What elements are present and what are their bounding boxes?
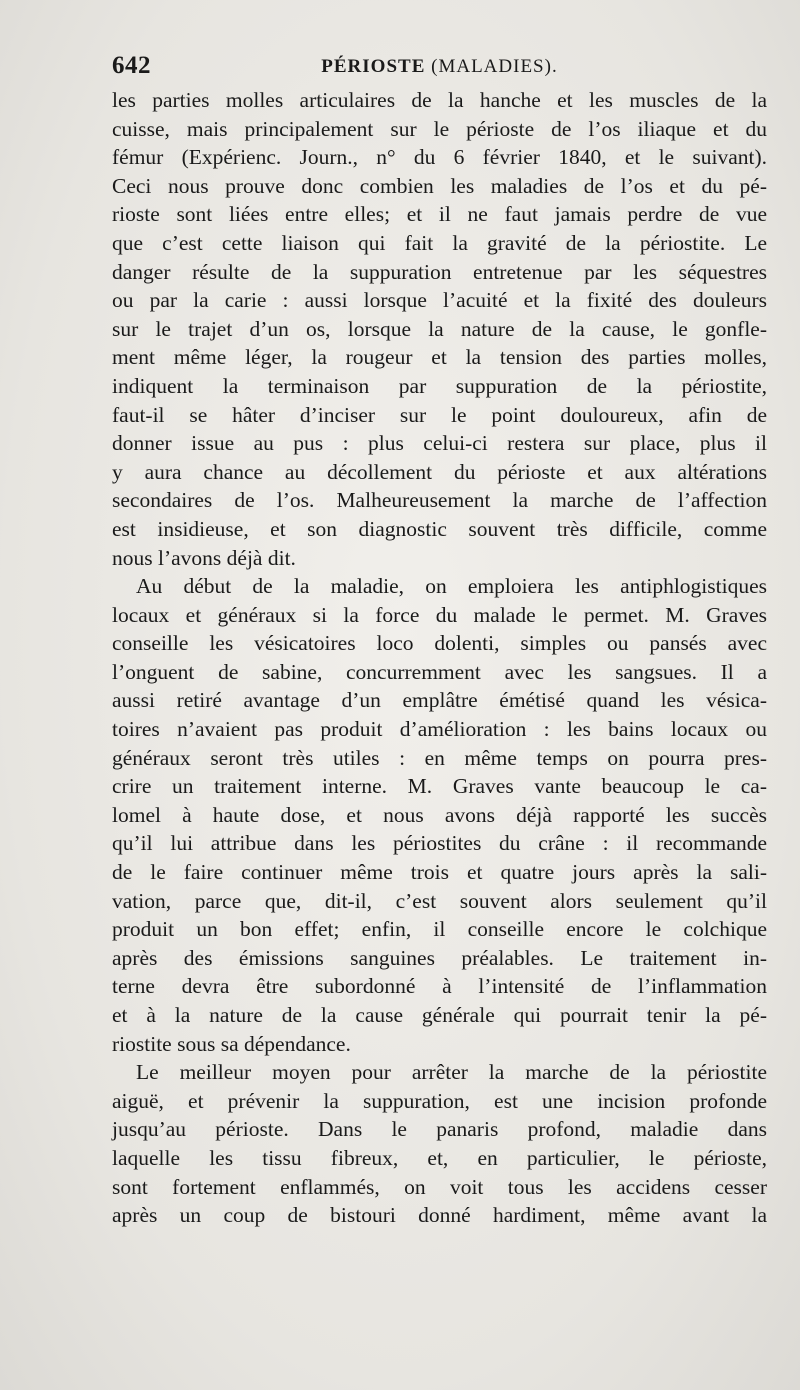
text-line: après des émissions sanguines préalables. Le traitement in- (112, 945, 767, 970)
body-text (112, 86, 767, 1230)
text-line: crire un traitement interne. M. Graves vante beaucoup le ca- (112, 774, 767, 799)
text-line: riostite sous sa dépendance. (112, 1031, 351, 1056)
text-line: toires n’avaient pas produit d’amélioration : les bains locaux ou (112, 717, 767, 742)
text-line: rioste sont liées entre elles; et il ne faut jamais perdre de vue (112, 202, 767, 227)
text-line: et à la nature de la cause générale qui pourrait tenir la pé- (112, 1003, 767, 1027)
text-line: cuisse, mais principalement sur le périoste de l’os iliaque et du (112, 116, 767, 141)
text-line: que c’est cette liaison qui fait la gravité de la périostite. Le (112, 230, 767, 255)
text-line: locaux et généraux si la force du malade le permet. M. Graves (112, 602, 767, 627)
text-line: conseille les vésicatoires loco dolenti, simples ou pansés avec (112, 631, 767, 656)
text-line: y aura chance au décollement du périoste et aux altérations (112, 459, 767, 484)
text-line: les parties molles articulaires de la hanche et les muscles de la (112, 88, 767, 112)
text-line: laquelle les tissu fibreux, et, en particulier, le périoste, (112, 1145, 767, 1170)
text-line: produit un bon effet; enfin, il conseille encore le colchique (112, 917, 767, 942)
page-header (112, 52, 767, 86)
page-number: 642 (112, 52, 151, 79)
running-head (112, 56, 767, 78)
text-line: donner issue au pus : plus celui-ci restera sur place, plus il (112, 431, 767, 456)
text-line: faut-il se hâter d’inciser sur le point douloureux, afin de (112, 402, 767, 427)
text-line: danger résulte de la suppuration entretenue par les séquestres (112, 259, 767, 284)
text-line: aiguë, et prévenir la suppuration, est une incision profonde (112, 1088, 767, 1113)
text-line: généraux seront très utiles : en même temps on pourra pres- (112, 745, 767, 770)
text-line: après un coup de bistouri donné hardiment, même avant la (112, 1203, 767, 1228)
text-line: est insidieuse, et son diagnostic souvent très difficile, comme (112, 516, 767, 541)
text-line: ment même léger, la rougeur et la tension des parties molles, (112, 345, 767, 370)
text-line: ou par la carie : aussi lorsque l’acuité et la fixité des douleurs (112, 288, 767, 313)
text-line: nous l’avons déjà dit. (112, 545, 296, 570)
paragraph-2 (112, 572, 767, 1058)
text-line: vation, parce que, dit-il, c’est souvent alors seulement qu’il (112, 888, 767, 913)
text-line: terne devra être subordonné à l’intensité de l’inflammation (112, 974, 767, 999)
paragraph-3 (112, 1058, 767, 1230)
text-line: qu’il lui attribue dans les périostites du crâne : il recommande (112, 831, 767, 856)
text-line: fémur (Expérienc. Journ., n° du 6 février 1840, et le suivant). (112, 145, 767, 170)
text-line: secondaires de l’os. Malheureusement la marche de l’affection (112, 488, 767, 513)
text-line: aussi retiré avantage d’un emplâtre émétisé quand les vésica- (112, 688, 767, 713)
text-line: Ceci nous prouve donc combien les maladies de l’os et du pé- (112, 173, 767, 198)
text-line: l’onguent de sabine, concurremment avec les sangsues. Il a (112, 659, 767, 684)
text-line: sur le trajet d’un os, lorsque la nature de la cause, le gonfle- (112, 316, 767, 341)
text-line: jusqu’au périoste. Dans le panaris profond, maladie dans (112, 1117, 767, 1142)
running-head-title: PÉRIOSTE (321, 56, 426, 77)
text-line: de le faire continuer même trois et quatre jours après la sali- (112, 860, 767, 885)
text-line: sont fortement enflammés, on voit tous les accidens cesser (112, 1174, 767, 1199)
text-line: Le meilleur moyen pour arrêter la marche de la périostite (136, 1060, 767, 1085)
paragraph-1 (112, 86, 767, 572)
text-line: lomel à haute dose, et nous avons déjà rapporté les succès (112, 802, 767, 827)
text-line: indiquent la terminaison par suppuration de la périostite, (112, 373, 767, 398)
text-line: Au début de la maladie, on emploiera les antiphlogistiques (136, 574, 767, 599)
running-head-subtitle: (MALADIES). (431, 56, 558, 77)
